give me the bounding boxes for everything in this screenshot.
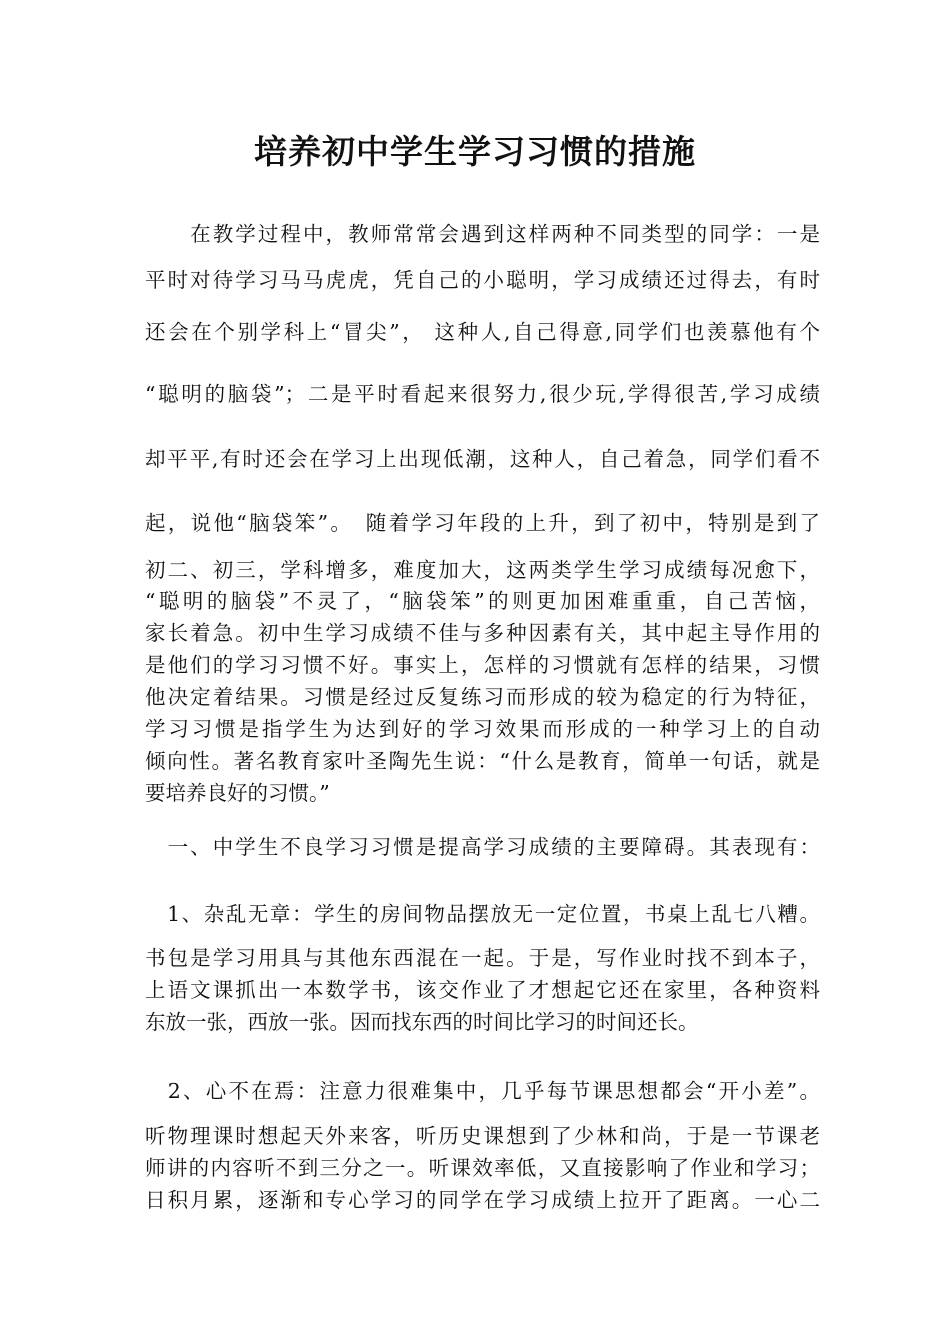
text-line: 1、杂乱无章：学生的房间物品摆放无一定位置，书桌上乱七八糟。 (145, 902, 820, 926)
text-line: 是他们的学习习惯不好。事实上，怎样的习惯就有怎样的结果，习惯 (145, 653, 820, 677)
text-line: 学习习惯是指学生为达到好的学习效果而形成的一种学习上的自动 (145, 717, 820, 741)
text-line: 听物理课时想起天外来客，听历史课想到了少林和尚，于是一节课老 (145, 1124, 820, 1148)
text-line: “聪明的脑袋”不灵了，“脑袋笨”的则更加困难重重，自己苦恼， (145, 589, 820, 613)
text-line: 还会在个别学科上“冒尖”， 这种人,自己得意,同学们也羡慕他有个 (145, 320, 820, 344)
text-line: “聪明的脑袋”；二是平时看起来很努力,很少玩,学得很苦,学习成绩 (145, 382, 820, 406)
document-title: 培养初中学生学习习惯的措施 (254, 132, 696, 171)
text-line: 上语文课抓出一本数学书，该交作业了才想起它还在家里，各种资料 (145, 978, 820, 1002)
text-line: 东放一张，西放一张。因而找东西的时间比学习的时间还长。 (145, 1010, 699, 1034)
text-line: 师讲的内容听不到三分之一。听课效率低，又直接影响了作业和学习； (145, 1156, 820, 1180)
section-heading: 一、中学生不良学习习惯是提高学习成绩的主要障碍。其表现有： (145, 835, 820, 859)
text-line: 2、心不在焉：注意力很难集中，几乎每节课思想都会“开小差”。 (145, 1079, 820, 1103)
text-line: 平时对待学习马马虎虎，凭自己的小聪明，学习成绩还过得去，有时 (145, 268, 820, 292)
text-line: 倾向性。著名教育家叶圣陶先生说：“什么是教育，简单一句话，就是 (145, 749, 820, 773)
text-line: 初二、初三，学科增多，难度加大，这两类学生学习成绩每况愈下， (145, 558, 820, 582)
text-line: 日积月累，逐渐和专心学习的同学在学习成绩上拉开了距离。一心二 (145, 1188, 820, 1212)
text-line: 在教学过程中，教师常常会遇到这样两种不同类型的同学：一是 (145, 222, 820, 246)
text-line: 书包是学习用具与其他东西混在一起。于是，写作业时找不到本子， (145, 946, 820, 970)
text-line: 家长着急。初中生学习成绩不佳与多种因素有关，其中起主导作用的 (145, 621, 820, 645)
text-line: 他决定着结果。习惯是经过反复练习而形成的较为稳定的行为特征， (145, 685, 820, 709)
text-line: 却平平,有时还会在学习上出现低潮，这种人，自己着急，同学们看不 (145, 447, 820, 471)
text-line: 起，说他“脑袋笨”。 随着学习年段的上升，到了初中，特别是到了 (145, 511, 820, 535)
text-line: 要培养良好的习惯。” (145, 781, 330, 805)
